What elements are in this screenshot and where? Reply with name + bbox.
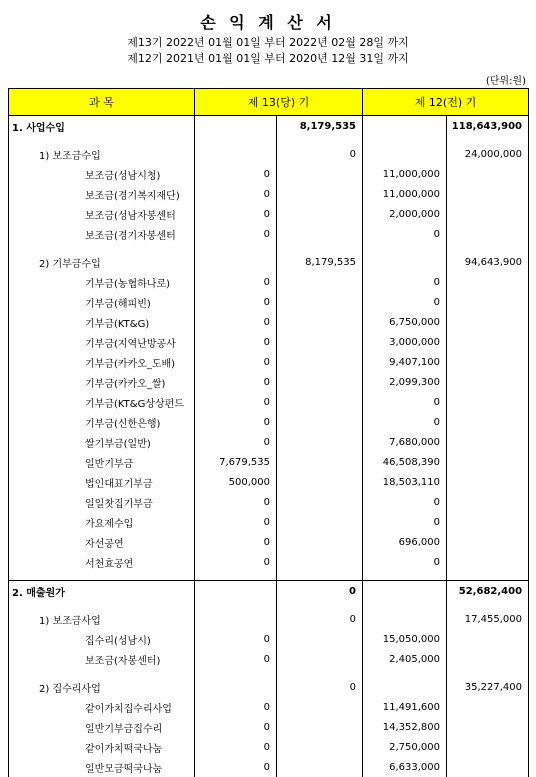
table-cell: [447, 472, 529, 492]
table-row: [9, 532, 529, 552]
table-cell: [447, 452, 529, 472]
table-row: [9, 472, 529, 492]
table-row: [9, 552, 529, 572]
table-cell: [195, 244, 277, 252]
table-row: [9, 352, 529, 372]
table-cell: [363, 581, 447, 602]
table-row: [9, 432, 529, 452]
table-cell: [9, 572, 195, 581]
table-cell: [277, 244, 363, 252]
item-prior-value: 15,050,000: [363, 629, 447, 649]
table-cell: [277, 757, 363, 777]
table-cell: [9, 244, 195, 252]
item-label: 법인대표기부금: [9, 472, 195, 492]
table-cell: [447, 352, 529, 372]
item-current-value: 0: [195, 717, 277, 737]
period-prior: 제12기 2021년 01월 01일 부터 2020년 12월 31일 까지: [0, 50, 536, 66]
item-current-value: 0: [195, 332, 277, 352]
table-cell: [277, 224, 363, 244]
item-label: 집수리(성남시): [9, 629, 195, 649]
group-prior-subtotal: 24,000,000: [447, 144, 529, 164]
item-current-value: 0: [195, 204, 277, 224]
item-label: 보조금(자봉센터): [9, 649, 195, 669]
item-prior-value: 11,000,000: [363, 164, 447, 184]
table-cell: [447, 432, 529, 452]
table-cell: [363, 244, 447, 252]
section-prior-total: 118,643,900: [447, 116, 529, 137]
item-prior-value: 0: [363, 552, 447, 572]
table-cell: [9, 601, 195, 609]
item-label: 쌀기부금(일반): [9, 432, 195, 452]
table-row: [9, 512, 529, 532]
table-cell: [277, 372, 363, 392]
group-label: 2) 기부금수입: [9, 252, 195, 272]
table-cell: [277, 204, 363, 224]
table-row: [9, 136, 529, 144]
header-current-period: 제 13(당) 기: [195, 89, 363, 116]
section-current-total: 8,179,535: [277, 116, 363, 137]
table-cell: [447, 164, 529, 184]
table-cell: [277, 332, 363, 352]
table-cell: [447, 244, 529, 252]
item-current-value: 0: [195, 492, 277, 512]
table-cell: [277, 737, 363, 757]
group-current-subtotal: 0: [277, 144, 363, 164]
item-prior-value: 11,491,600: [363, 697, 447, 717]
table-cell: [277, 629, 363, 649]
item-current-value: 0: [195, 697, 277, 717]
item-current-value: 0: [195, 432, 277, 452]
table-cell: [447, 184, 529, 204]
table-cell: [277, 164, 363, 184]
group-prior-subtotal: 35,227,400: [447, 677, 529, 697]
item-prior-value: 0: [363, 492, 447, 512]
table-row: [9, 116, 529, 137]
table-cell: [447, 272, 529, 292]
table-cell: [363, 572, 447, 581]
item-current-value: 0: [195, 224, 277, 244]
table-cell: [277, 452, 363, 472]
table-cell: [447, 737, 529, 757]
header-subject: 과 목: [9, 89, 195, 116]
table-row: [9, 184, 529, 204]
table-cell: [277, 184, 363, 204]
table-cell: [447, 136, 529, 144]
section-prior-total: 52,682,400: [447, 581, 529, 602]
item-prior-value: 2,099,300: [363, 372, 447, 392]
table-cell: [195, 144, 277, 164]
table-cell: [195, 601, 277, 609]
table-cell: [195, 581, 277, 602]
item-prior-value: 9,407,100: [363, 352, 447, 372]
item-label: 기부금(카카오_도배): [9, 352, 195, 372]
table-cell: [277, 352, 363, 372]
period-current: 제13기 2022년 01월 01일 부터 2022년 02월 28일 까지: [0, 34, 536, 50]
item-label: 보조금(성남시청): [9, 164, 195, 184]
table-cell: [277, 601, 363, 609]
table-cell: [195, 252, 277, 272]
table-cell: [447, 629, 529, 649]
item-prior-value: 696,000: [363, 532, 447, 552]
table-row: [9, 144, 529, 164]
table-cell: [447, 512, 529, 532]
item-label: 기부금(신한은행): [9, 412, 195, 432]
item-label: 자선공연: [9, 532, 195, 552]
table-cell: [447, 204, 529, 224]
table-cell: [277, 717, 363, 737]
table-row: [9, 312, 529, 332]
table-cell: [195, 669, 277, 677]
table-row: [9, 572, 529, 581]
table-row: [9, 252, 529, 272]
table-cell: [447, 224, 529, 244]
table-row: [9, 412, 529, 432]
table-cell: [447, 649, 529, 669]
table-row: [9, 332, 529, 352]
table-cell: [447, 372, 529, 392]
page-title: 손 익 계 산 서: [0, 10, 536, 33]
table-row: [9, 697, 529, 717]
table-cell: [277, 432, 363, 452]
table-row: [9, 452, 529, 472]
table-row: [9, 292, 529, 312]
table-cell: [363, 116, 447, 137]
unit-label: (단위:원): [486, 72, 526, 87]
item-label: 일반기부금: [9, 452, 195, 472]
table-cell: [277, 512, 363, 532]
table-row: [9, 601, 529, 609]
item-current-value: 0: [195, 312, 277, 332]
table-row: [9, 717, 529, 737]
table-cell: [277, 552, 363, 572]
section-current-total: 0: [277, 581, 363, 602]
group-current-subtotal: 8,179,535: [277, 252, 363, 272]
table-row: [9, 224, 529, 244]
table-row: [9, 649, 529, 669]
table-row: [9, 272, 529, 292]
table-row: [9, 737, 529, 757]
item-label: 기부금(KT&G): [9, 312, 195, 332]
group-current-subtotal: 0: [277, 677, 363, 697]
table-cell: [447, 717, 529, 737]
income-statement-table: [8, 88, 529, 777]
table-cell: [195, 677, 277, 697]
item-current-value: 500,000: [195, 472, 277, 492]
item-prior-value: 0: [363, 224, 447, 244]
table-cell: [447, 292, 529, 312]
item-label: 일반기부금집수리: [9, 717, 195, 737]
section-label: 1. 사업수입: [9, 116, 195, 137]
table-cell: [277, 697, 363, 717]
table-cell: [195, 116, 277, 137]
item-label: 기부금(카카오_쌀): [9, 372, 195, 392]
item-prior-value: 0: [363, 392, 447, 412]
item-label: 같이가치떡국나눔: [9, 737, 195, 757]
table-row: [9, 372, 529, 392]
header-prior-period: 제 12(전) 기: [363, 89, 529, 116]
item-prior-value: 14,352,800: [363, 717, 447, 737]
table-row: [9, 204, 529, 224]
table-cell: [195, 136, 277, 144]
item-label: 보조금(경기자봉센터: [9, 224, 195, 244]
item-label: 기부금(농협하나로): [9, 272, 195, 292]
table-cell: [277, 312, 363, 332]
table-cell: [447, 757, 529, 777]
table-cell: [447, 697, 529, 717]
item-current-value: 0: [195, 737, 277, 757]
item-prior-value: 0: [363, 412, 447, 432]
group-label: 1) 보조금사업: [9, 609, 195, 629]
item-label: 기부금(지역난방공사: [9, 332, 195, 352]
item-current-value: 0: [195, 412, 277, 432]
item-prior-value: 46,508,390: [363, 452, 447, 472]
table-cell: [363, 669, 447, 677]
table-cell: [363, 252, 447, 272]
item-label: 보조금(성남자봉센터: [9, 204, 195, 224]
table-cell: [9, 669, 195, 677]
table-cell: [447, 332, 529, 352]
item-prior-value: 18,503,110: [363, 472, 447, 492]
item-prior-value: 2,750,000: [363, 737, 447, 757]
item-current-value: 0: [195, 629, 277, 649]
table-cell: [447, 601, 529, 609]
item-prior-value: 7,680,000: [363, 432, 447, 452]
item-prior-value: 0: [363, 512, 447, 532]
table-body: [9, 116, 529, 777]
table-cell: [277, 669, 363, 677]
table-cell: [9, 136, 195, 144]
item-prior-value: 2,405,000: [363, 649, 447, 669]
item-prior-value: 6,633,000: [363, 757, 447, 777]
table-cell: [277, 492, 363, 512]
item-prior-value: 11,000,000: [363, 184, 447, 204]
table-cell: [363, 677, 447, 697]
table-row: [9, 392, 529, 412]
item-current-value: 0: [195, 372, 277, 392]
group-label: 1) 보조금수입: [9, 144, 195, 164]
table-cell: [447, 412, 529, 432]
group-prior-subtotal: 94,643,900: [447, 252, 529, 272]
item-prior-value: 2,000,000: [363, 204, 447, 224]
item-label: 기부금(KT&G상상펀드: [9, 392, 195, 412]
item-prior-value: 6,750,000: [363, 312, 447, 332]
item-current-value: 0: [195, 552, 277, 572]
table-cell: [277, 292, 363, 312]
table-cell: [363, 601, 447, 609]
table-row: [9, 492, 529, 512]
item-current-value: 0: [195, 272, 277, 292]
item-prior-value: 0: [363, 272, 447, 292]
table-cell: [363, 136, 447, 144]
item-prior-value: 3,000,000: [363, 332, 447, 352]
table-cell: [277, 272, 363, 292]
table-row: [9, 609, 529, 629]
table-cell: [277, 572, 363, 581]
table-cell: [447, 312, 529, 332]
item-current-value: 0: [195, 352, 277, 372]
item-label: 가요제수입: [9, 512, 195, 532]
table-cell: [277, 136, 363, 144]
item-current-value: 0: [195, 649, 277, 669]
item-label: 같이가치집수리사업: [9, 697, 195, 717]
item-label: 일반모금떡국나눔: [9, 757, 195, 777]
table-row: [9, 669, 529, 677]
table-cell: [447, 492, 529, 512]
item-current-value: 0: [195, 392, 277, 412]
table-cell: [447, 552, 529, 572]
table-row: [9, 244, 529, 252]
table-cell: [277, 649, 363, 669]
item-current-value: 0: [195, 512, 277, 532]
table-row: [9, 164, 529, 184]
table-row: [9, 757, 529, 777]
table-cell: [447, 392, 529, 412]
table-cell: [277, 392, 363, 412]
item-current-value: 0: [195, 164, 277, 184]
table-cell: [195, 609, 277, 629]
item-current-value: 0: [195, 757, 277, 777]
table-cell: [363, 144, 447, 164]
table-cell: [277, 412, 363, 432]
item-current-value: 7,679,535: [195, 452, 277, 472]
table-cell: [447, 532, 529, 552]
group-current-subtotal: 0: [277, 609, 363, 629]
table-row: [9, 677, 529, 697]
item-label: 일일찻집기부금: [9, 492, 195, 512]
item-current-value: 0: [195, 184, 277, 204]
table-cell: [363, 609, 447, 629]
item-label: 기부금(해피빈): [9, 292, 195, 312]
table-cell: [447, 669, 529, 677]
table-cell: [277, 532, 363, 552]
section-label: 2. 매출원가: [9, 581, 195, 602]
item-current-value: 0: [195, 292, 277, 312]
table-row: [9, 629, 529, 649]
table-cell: [277, 472, 363, 492]
table-cell: [447, 572, 529, 581]
item-prior-value: 0: [363, 292, 447, 312]
table-row: [9, 581, 529, 602]
table-cell: [195, 572, 277, 581]
group-prior-subtotal: 17,455,000: [447, 609, 529, 629]
item-current-value: 0: [195, 532, 277, 552]
item-label: 보조금(경기복지재단): [9, 184, 195, 204]
group-label: 2) 집수리사업: [9, 677, 195, 697]
item-label: 서천효공연: [9, 552, 195, 572]
